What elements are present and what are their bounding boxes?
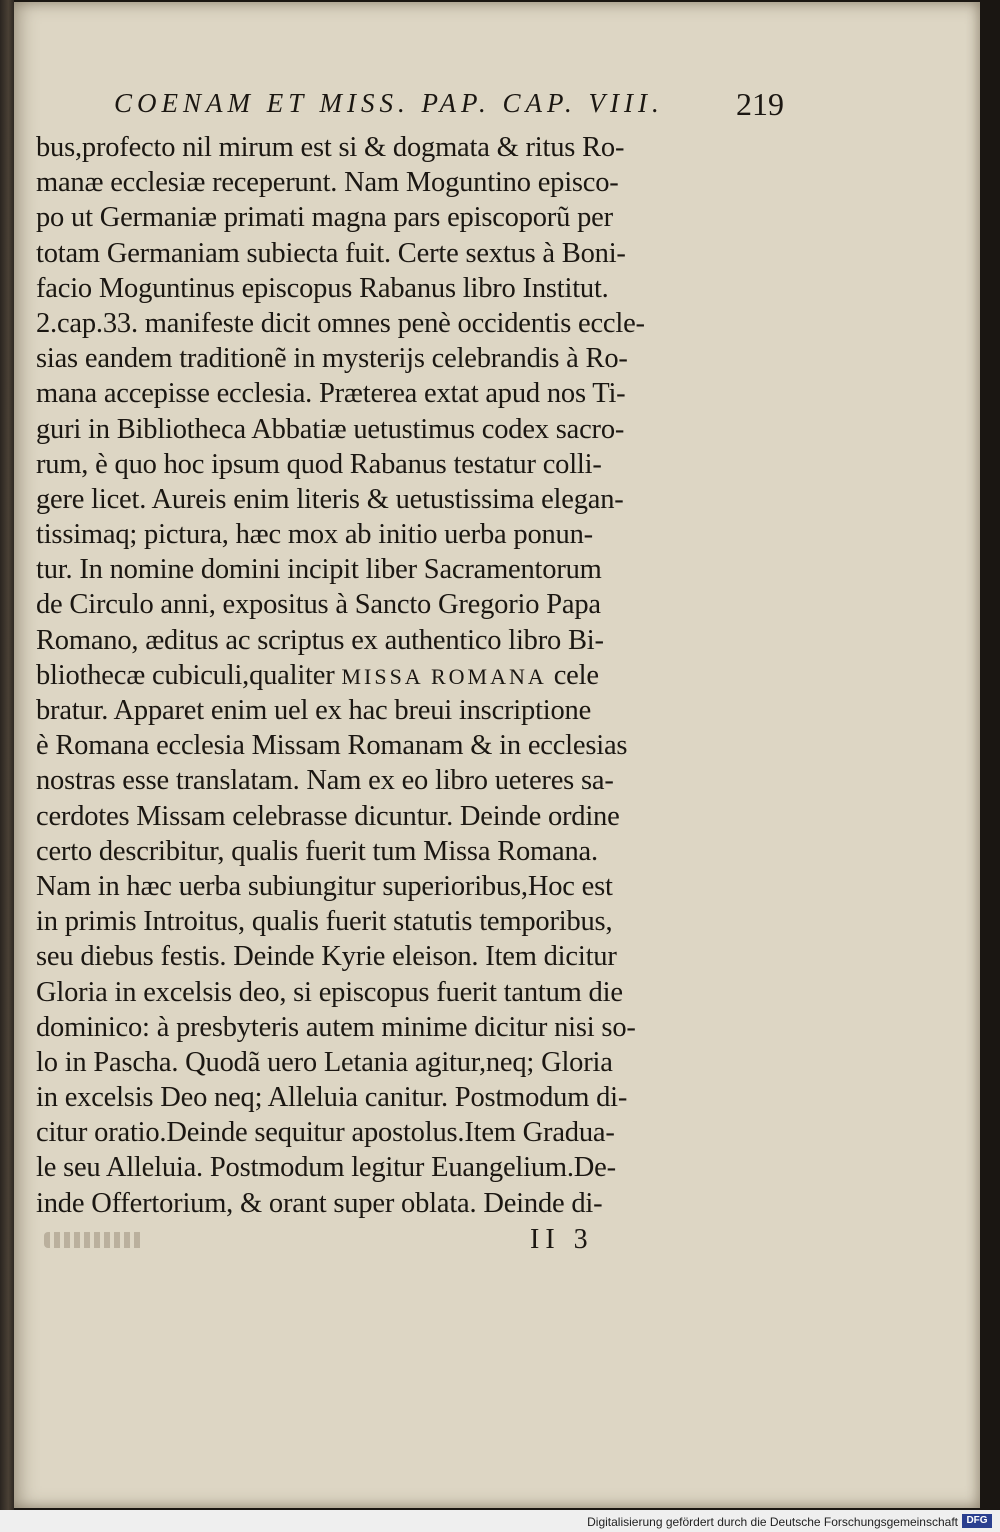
text-line: facio Moguntinus episcopus Rabanus libro Institut. — [36, 272, 609, 304]
text-line: in primis Introitus, qualis fuerit statutis temporibus, — [36, 906, 613, 938]
text-line: le seu Alleluia. Postmodum legitur Euangelium.De- — [36, 1152, 616, 1184]
text-line: bus,profecto nil mirum est si & dogmata & ritus Ro- — [36, 132, 625, 163]
text-line: guri in Bibliotheca Abbatiæ uetustimus codex sacro- — [36, 413, 625, 445]
body-text — [36, 130, 736, 1221]
text-line: rum, è quo hoc ipsum quod Rabanus testatur colli- — [36, 448, 602, 480]
footer-bar — [0, 1510, 1000, 1532]
text-line-start: bliothecæ cubiculi,qualiter — [36, 659, 335, 691]
text-line: tur. In nomine domini incipit liber Sacramentorum — [36, 554, 602, 586]
text-line-mixed — [36, 658, 736, 693]
text-line: bratur. Apparet enim uel ex hac breui inscriptione — [36, 695, 592, 726]
text-line: Nam in hæc uerba subiungitur superioribus,Hoc est — [36, 870, 613, 902]
text-line: inde Offertorium, & orant super oblata. Deinde di- — [36, 1187, 603, 1219]
text-line: nostras esse translatam. Nam ex eo libro ueteres sa- — [36, 765, 614, 797]
text-line: manæ ecclesiæ receperunt. Nam Moguntino episco- — [36, 167, 619, 199]
smallcaps-missa-romana: MISSA ROMANA — [341, 663, 547, 689]
text-line: lo in Pascha. Quodã uero Letania agitur,neq; Gloria — [36, 1046, 613, 1078]
book-binding-edge — [0, 0, 14, 1510]
text-line: sias eandem traditionẽ in mysterijs celebrandis à Ro- — [36, 343, 628, 375]
text-line: dominico: à presbyteris autem minime dicitur nisi so- — [36, 1011, 636, 1043]
text-line: de Circulo anni, expositus à Sancto Gregorio Papa — [36, 589, 601, 621]
text-line: Gloria in excelsis deo, si episcopus fuerit tantum die — [36, 976, 623, 1008]
text-line: in excelsis Deo neq; Alleluia canitur. Postmodum di- — [36, 1082, 628, 1114]
text-line: è Romana ecclesia Missam Romanam & in ecclesias — [36, 730, 628, 762]
text-line: 2.cap.33. manifeste dicit omnes penè occidentis eccle- — [36, 307, 645, 339]
text-line: tissimaq; pictura, hæc mox ab initio uerba ponun- — [36, 519, 593, 551]
text-line: gere licet. Aureis enim literis & uetustissima elegan- — [36, 483, 624, 515]
funding-credit: Digitalisierung gefördert durch die Deutsche Forschungsgemeinschaft — [587, 1515, 958, 1529]
running-head: COENAM ET MISS. PAP. CAP. VIII. — [114, 88, 664, 118]
signature-mark: II 3 — [530, 1224, 594, 1255]
bleed-through-mark — [44, 1232, 144, 1248]
text-line: totam Germaniam subiecta fuit. Certe sextus à Boni- — [36, 237, 626, 269]
book-page — [14, 2, 980, 1508]
text-line: seu diebus festis. Deinde Kyrie eleison. Item dicitur — [36, 941, 617, 973]
text-line: mana accepisse ecclesia. Præterea extat apud nos Ti- — [36, 378, 626, 410]
text-line: Romano, æditus ac scriptus ex authentico libro Bi- — [36, 624, 604, 656]
dfg-logo: DFG — [962, 1514, 992, 1528]
text-line: certo describitur, qualis fuerit tum Missa Romana. — [36, 835, 598, 867]
text-line: cerdotes Missam celebrasse dicuntur. Deinde ordine — [36, 800, 620, 832]
text-line: citur oratio.Deinde sequitur apostolus.Item Gradua- — [36, 1117, 615, 1149]
page-number: 219 — [736, 86, 784, 122]
text-line: po ut Germaniæ primati magna pars episcoporũ per — [36, 202, 613, 234]
text-line-end: cele — [553, 659, 599, 691]
